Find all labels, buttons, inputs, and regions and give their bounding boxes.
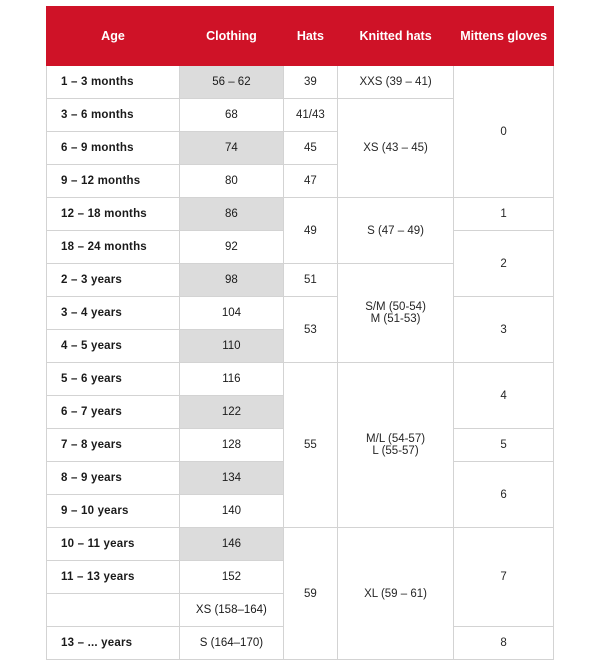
header-age: Age <box>47 7 180 66</box>
cell-age: 2 – 3 years <box>47 264 180 297</box>
cell-age: 4 – 5 years <box>47 330 180 363</box>
table-row <box>47 363 554 396</box>
cell-age: 3 – 4 years <box>47 297 180 330</box>
table-row <box>47 297 554 330</box>
cell-mittens-gloves: 5 <box>454 429 554 462</box>
cell-mittens-gloves: 6 <box>454 462 554 528</box>
cell-clothing: 80 <box>179 165 283 198</box>
cell-mittens-gloves: 4 <box>454 363 554 429</box>
cell-hats: 55 <box>283 363 337 528</box>
cell-age: 9 – 12 months <box>47 165 180 198</box>
cell-clothing: 74 <box>179 132 283 165</box>
cell-hats: 51 <box>283 264 337 297</box>
header-hats: Hats <box>283 7 337 66</box>
cell-age: 7 – 8 years <box>47 429 180 462</box>
cell-clothing: 140 <box>179 495 283 528</box>
table-header <box>47 7 554 66</box>
cell-age: 12 – 18 months <box>47 198 180 231</box>
size-chart-container <box>0 6 600 649</box>
size-chart-table <box>46 6 554 660</box>
cell-age: 9 – 10 years <box>47 495 180 528</box>
cell-clothing: 104 <box>179 297 283 330</box>
cell-clothing: 98 <box>179 264 283 297</box>
cell-knitted-hats: S (47 – 49) <box>337 198 453 264</box>
cell-age: 3 – 6 months <box>47 99 180 132</box>
cell-clothing: 86 <box>179 198 283 231</box>
cell-clothing: S (164–170) <box>179 627 283 660</box>
cell-clothing: 56 – 62 <box>179 66 283 99</box>
cell-age: 6 – 9 months <box>47 132 180 165</box>
cell-age: 10 – 11 years <box>47 528 180 561</box>
cell-clothing: 152 <box>179 561 283 594</box>
cell-mittens-gloves: 7 <box>454 528 554 627</box>
header-knitted-hats: Knitted hats <box>337 7 453 66</box>
header-row <box>47 7 554 66</box>
cell-knitted-hats: XL (59 – 61) <box>337 528 453 660</box>
cell-hats: 59 <box>283 528 337 660</box>
header-clothing: Clothing <box>179 7 283 66</box>
cell-age: 13 – ... years <box>47 627 180 660</box>
header-mittens-gloves: Mittens gloves <box>454 7 554 66</box>
cell-age <box>47 594 180 627</box>
cell-mittens-gloves: 3 <box>454 297 554 363</box>
cell-knitted-hats: S/M (50-54) M (51-53) <box>337 264 453 363</box>
cell-hats: 39 <box>283 66 337 99</box>
cell-mittens-gloves: 2 <box>454 231 554 297</box>
cell-hats: 45 <box>283 132 337 165</box>
table-row <box>47 528 554 561</box>
cell-age: 8 – 9 years <box>47 462 180 495</box>
cell-knitted-hats: XS (43 – 45) <box>337 99 453 198</box>
cell-mittens-gloves: 0 <box>454 66 554 198</box>
table-body <box>47 66 554 660</box>
cell-hats: 53 <box>283 297 337 363</box>
table-row <box>47 198 554 231</box>
cell-clothing: 110 <box>179 330 283 363</box>
cell-hats: 41/43 <box>283 99 337 132</box>
cell-clothing: 68 <box>179 99 283 132</box>
cell-age: 5 – 6 years <box>47 363 180 396</box>
table-row <box>47 66 554 99</box>
cell-age: 6 – 7 years <box>47 396 180 429</box>
cell-hats: 49 <box>283 198 337 264</box>
cell-age: 18 – 24 months <box>47 231 180 264</box>
cell-clothing: 122 <box>179 396 283 429</box>
cell-knitted-hats: M/L (54-57) L (55-57) <box>337 363 453 528</box>
cell-hats: 47 <box>283 165 337 198</box>
cell-mittens-gloves: 1 <box>454 198 554 231</box>
cell-age: 11 – 13 years <box>47 561 180 594</box>
cell-knitted-hats: XXS (39 – 41) <box>337 66 453 99</box>
cell-mittens-gloves: 8 <box>454 627 554 660</box>
cell-clothing: 128 <box>179 429 283 462</box>
cell-clothing: XS (158–164) <box>179 594 283 627</box>
cell-clothing: 116 <box>179 363 283 396</box>
cell-clothing: 134 <box>179 462 283 495</box>
cell-clothing: 92 <box>179 231 283 264</box>
cell-age: 1 – 3 months <box>47 66 180 99</box>
cell-clothing: 146 <box>179 528 283 561</box>
